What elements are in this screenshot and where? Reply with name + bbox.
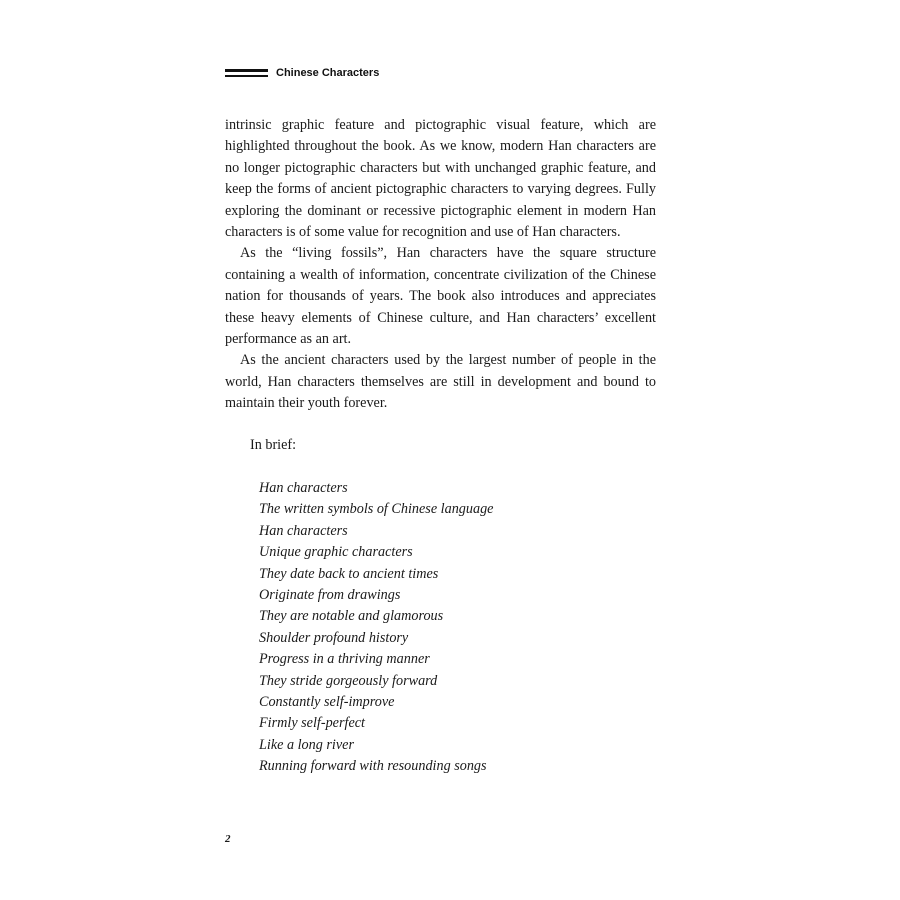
poem-line: Han characters — [259, 480, 348, 496]
poem-line: They are notable and glamorous — [259, 608, 444, 625]
paragraph: As the “living fossils”, Han characters have the square structure containing a wealth of information, concentrate civilization of the Chinese nation for thousands of years. The book also introduces and appreciates these heavy elements of Chinese culture, and Han characters’ excellent performance as an art. — [225, 245, 656, 348]
running-header — [225, 67, 379, 79]
poem-line: The written symbols of Chinese language — [259, 501, 494, 518]
header-title: Chinese Characters — [276, 67, 380, 79]
poem-line: Like a long river — [259, 736, 354, 753]
paragraph: intrinsic graphic feature and pictographic visual feature, which are highlighted throughout the book. As we know, modern Han characters are no longer pictographic characters but with unchanged graphic feature, and keep the forms of ancient pictographic characters to varying degrees. Fully exploring the dominant or recessive pictographic element in modern Han characters is of some value for recognition and use of Han characters. — [225, 117, 656, 241]
poem-line: Unique graphic characters — [259, 544, 413, 561]
page-number: 2 — [225, 833, 231, 845]
paragraph: As the ancient characters used by the largest number of people in the world, Han characters themselves are still in development and bound to maintain their youth forever. — [225, 352, 656, 412]
poem-line: They stride gorgeously forward — [259, 672, 438, 689]
poem-line: Han characters — [259, 522, 348, 539]
poem-line: Originate from drawings — [259, 587, 401, 604]
brief-label: In brief: — [250, 437, 297, 453]
poem-line: Shoulder profound history — [259, 629, 409, 646]
poem — [259, 478, 493, 778]
poem-line: They date back to ancient times — [259, 565, 439, 582]
body-text — [225, 115, 656, 415]
poem-line: Constantly self-improve — [259, 694, 395, 711]
header-rule — [225, 69, 268, 77]
poem-line: Running forward with resounding songs — [259, 758, 487, 775]
poem-line: Progress in a thriving manner — [259, 651, 430, 668]
poem-line: Firmly self-perfect — [259, 715, 365, 732]
